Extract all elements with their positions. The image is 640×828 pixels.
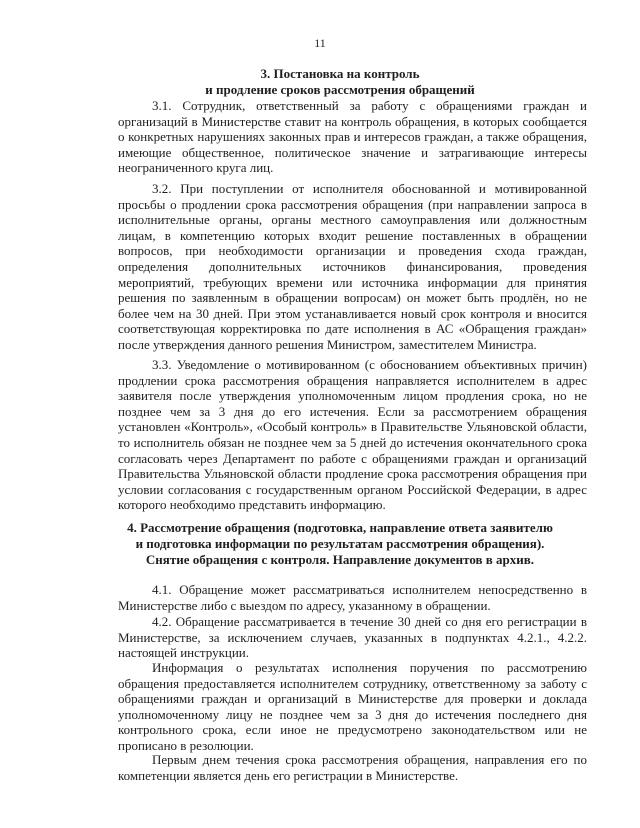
section-4-heading-line-1: 4. Рассмотрение обращения (подготовка, направление ответа заявителю xyxy=(127,520,553,535)
section-3-heading xyxy=(90,66,590,98)
section-3-heading-line-2: и продление сроков рассмотрения обращений xyxy=(205,82,475,97)
paragraph-3-3: 3.3. Уведомление о мотивированном (с обоснованием объективных причин) продлении срока рассмотрения обращения направляется исполнителем в адрес заявителя после утверждения уполномоченным лицом продления срока, но не позднее чем за 3 дня до его истечения. Если за рассмотрением обращения установлен «Контроль», «Особый контроль» в Правительстве Ульяновской области, то исполнитель обязан не позднее чем за 5 дней до истечения окончательного срока согласовать через Департамент по работе с обращениями граждан и организаций Правительства Ульяновской области продление срока рассмотрения обращения при условии согласования с государственным органом Российской Федерации, в адрес которого необходимо представить информацию. xyxy=(118,357,587,513)
paragraph-3-1: 3.1. Сотрудник, ответственный за работу с обращениями граждан и организаций в Министерстве ставит на контроль обращения, в которых сообщается о конкретных нарушениях законных прав и интересов граждан, а также обращения, имеющие общественное, политическое значение и затрагивающие интересы неограниченного круга лиц. xyxy=(118,98,587,176)
paragraph-4-1: 4.1. Обращение может рассматриваться исполнителем непосредственно в Министерстве либо с выездом по адресу, указанному в обращении. xyxy=(118,582,587,613)
page-number: 11 xyxy=(314,36,326,50)
paragraph-information-results: Информация о результатах исполнения поручения по рассмотрению обращения предоставляется исполнителем сотруднику, ответственному за заботу с обращениями граждан и организаций в Министерстве для проверки и доклада уполномоченному лицу не позднее чем за 3 дня до истечения последнего дня контрольного срока, если иное не предусмотрено законодательством или не прописано в резолюции. xyxy=(118,660,587,753)
section-4-heading-line-2: и подготовка информации по результатам рассмотрения обращения). xyxy=(135,536,545,551)
section-4-heading xyxy=(90,520,590,568)
paragraph-3-2: 3.2. При поступлении от исполнителя обоснованной и мотивированной просьбы о продлении срока рассмотрения обращения (при направлении запроса в исполнительные органы, органы местного самоуправления или должностным лицам, в компетенцию которых входит решение поставленных в обращении вопросов, при необходимости организации и проведения схода граждан, определения дополнительных источников финансирования, проведения мероприятий, требующих времени или источника информации для принятия решения по заявленным в обращении вопросам) он может быть продлён, но не более чем на 30 дней. При этом устанавливается новый срок контроля и вносится соответствующая корректировка по дате исполнения в АС «Обращения граждан» после утверждения данного решения Министром, заместителем Министра. xyxy=(118,181,587,352)
section-4-heading-line-3: Снятие обращения с контроля. Направление документов в архив. xyxy=(145,552,535,567)
section-3-heading-line-1: 3. Постановка на контроль xyxy=(260,66,420,81)
paragraph-4-2: 4.2. Обращение рассматривается в течение 30 дней со дня его регистрации в Министерстве, за исключением случаев, указанных в подпунктах 4.2.1., 4.2.2. настоящей инструкции. xyxy=(118,614,587,661)
paragraph-first-day: Первым днем течения срока рассмотрения обращения, направления его по компетенции является день его регистрации в Министерстве. xyxy=(118,752,587,783)
